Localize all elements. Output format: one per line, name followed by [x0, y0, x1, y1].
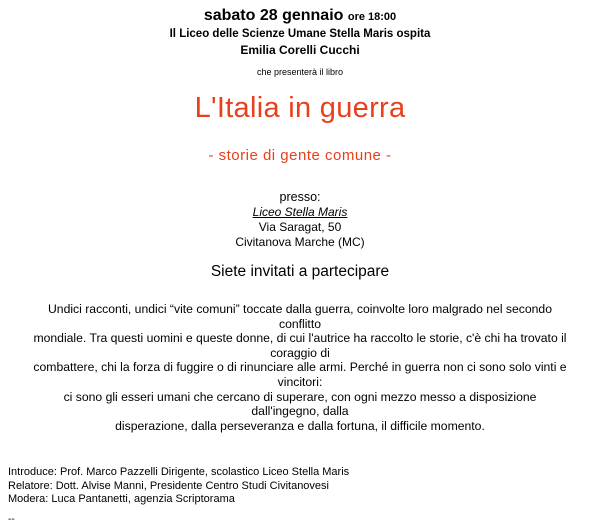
event-date-line	[0, 6, 600, 27]
presents-text: che presenterà il libro	[256, 67, 344, 77]
description-line: coraggio di	[270, 345, 330, 360]
book-description	[4, 302, 596, 433]
description-line: vincitori:	[277, 374, 323, 389]
description-line: ci sono gli esseri umani che cercano di superare, con ogni mezzo messo a disposizione	[63, 389, 537, 404]
venue-street: Via Saragat, 50	[258, 220, 342, 234]
invite-text: Siete invitati a partecipare	[210, 263, 390, 280]
credit-relatore: Relatore: Dott. Alvise Manni, Presidente Centro Studi Civitanovesi	[8, 479, 329, 492]
description-line: dall'ingegno, dalla	[251, 404, 349, 419]
author-name: Emilia Corelli Cucchi	[240, 43, 360, 57]
event-date: sabato 28 gennaio	[203, 7, 344, 24]
venue-block	[0, 190, 600, 250]
venue-city: Civitanova Marche (MC)	[235, 235, 365, 249]
book-subtitle: - storie di gente comune -	[208, 147, 392, 164]
description-line: conflitto	[278, 316, 321, 331]
credit-modera: Modera: Luca Pantanetti, agenzia Scriptorama	[8, 493, 235, 505]
host-line: Il Liceo delle Scienze Umane Stella Maris ospita	[169, 28, 431, 40]
venue-label: presso:	[279, 190, 321, 204]
credits-block	[8, 466, 598, 507]
venue-link[interactable]: Liceo Stella Maris	[252, 205, 348, 219]
description-line: mondiale. Tra questi uomini e queste donne, di cui l'autrice ha raccolto le storie, c'è chi ha trovato il	[33, 331, 567, 346]
event-header	[0, 6, 600, 58]
description-line: Undici racconti, undici “vite comuni” toccate dalla guerra, coinvolte loro malgrado nel secondo	[47, 302, 552, 316]
description-line: disperazione, dalla perseveranza e dalla fortuna, il difficile momento.	[115, 418, 485, 433]
event-time: ore 18:00	[347, 11, 397, 23]
credit-introduce: Introduce: Prof. Marco Pazzelli Dirigente, scolastico Liceo Stella Maris	[8, 466, 350, 478]
footer-dash: --	[8, 514, 15, 525]
description-line: combattere, chi la forza di fuggire o di rinunciare alle armi. Perché in guerra non ci sono solo vinti e	[33, 360, 567, 375]
book-title: L'Italia in guerra	[194, 92, 406, 124]
